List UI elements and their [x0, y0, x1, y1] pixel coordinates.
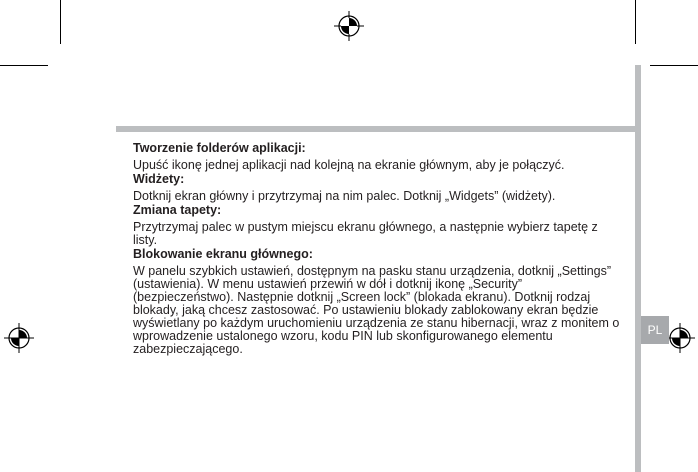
- language-tab: PL: [641, 316, 669, 344]
- right-edge-bar: [635, 65, 641, 472]
- crop-mark-top-right-vertical: [635, 0, 636, 44]
- section-heading: Zmiana tapety:: [133, 203, 222, 217]
- section-heading: Tworzenie folderów aplikacji:: [133, 141, 306, 155]
- registration-mark-left-icon: [4, 323, 34, 353]
- top-divider-bar: [116, 126, 641, 132]
- registration-mark-top-icon: [334, 11, 364, 41]
- section-body: Upuść ikonę jednej aplikacji nad kolejną na ekranie głównym, aby je połączyć.: [133, 158, 565, 172]
- section-body: W panelu szybkich ustawień, dostępnym na pasku stanu urządzenia, dotknij „Settings” (ustawienia). W menu ustawień przewiń w dół i dotknij ikonę „Security” (bezpieczeństwo). Następnie dotknij „Screen lock” (blokada ekranu). Dotknij rodzaj blokady, jaką chcesz zastosować. Po ustawieniu blokady zablokowany ekran będzie wyświetlany po każdym uruchomieniu urządzenia ze stanu hibernacji, wraz z monitem o wprowadzenie ustalonego wzoru, kodu PIN lub skonfigurowanego elementu zabezpieczającego.: [133, 264, 620, 356]
- registration-mark-right-icon: [665, 323, 695, 353]
- section-heading: Blokowanie ekranu głównego:: [133, 247, 313, 261]
- crop-mark-top-right-horizontal: [650, 65, 698, 66]
- page-content: [133, 141, 621, 356]
- crop-mark-top-left-horizontal: [0, 65, 48, 66]
- section-body: Dotknij ekran główny i przytrzymaj na nim palec. Dotknij „Widgets” (widżety).: [133, 189, 556, 203]
- section-body: Przytrzymaj palec w pustym miejscu ekranu głównego, a następnie wybierz tapetę z listy.: [133, 220, 598, 247]
- section-heading: Widżety:: [133, 172, 185, 186]
- crop-mark-top-left-vertical: [60, 0, 61, 44]
